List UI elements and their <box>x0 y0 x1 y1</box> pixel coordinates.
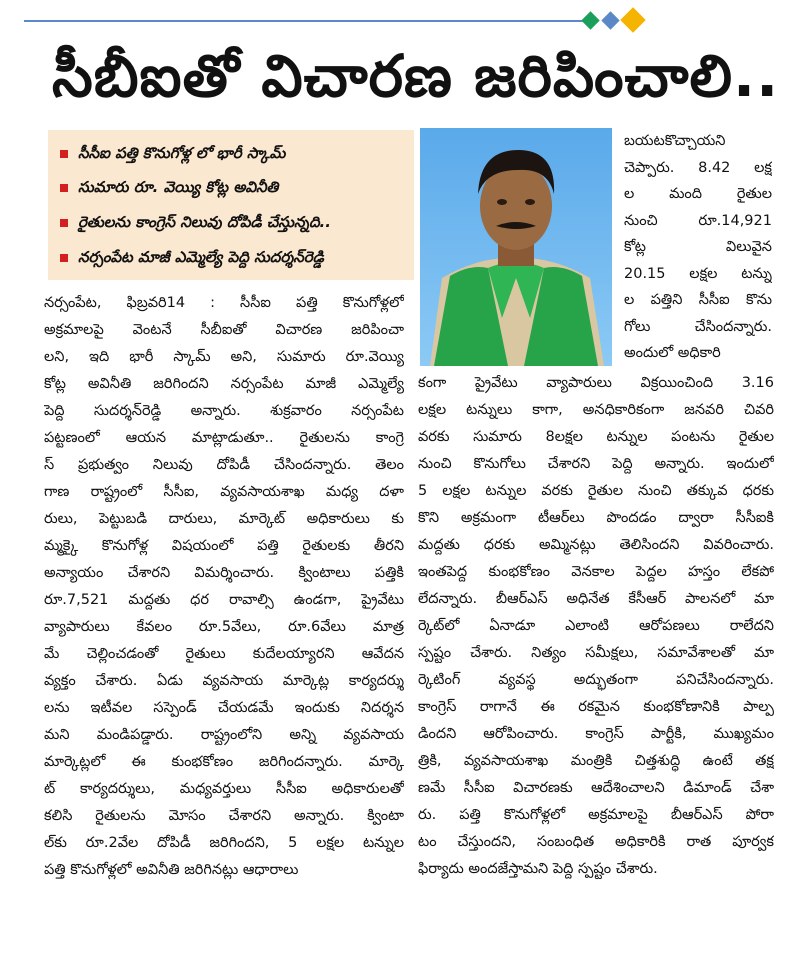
article-line: పత్తి కొనుగోళ్లలో అవినీతి జరిగినట్లు ఆధారాలు <box>44 862 299 878</box>
article-line: రులు, పెట్టుబడి దారులు, మార్కెట్ అధికారులు కు <box>44 511 404 527</box>
article-line: వ్యక్తం చేశారు. ఏడు వ్యవసాయ మార్కెట్ల కార్యదర్శు <box>44 673 404 689</box>
article-line: ర్కెటింగ్ వ్యవస్థ అద్భుతంగా పనిచేసిందన్నారు. <box>418 672 774 688</box>
article-line: కలిసి రైతులను మోసం చేశారని అన్నారు. క్వింటా <box>44 808 404 824</box>
article-line: ర్కెట్‌లో ఏనాడూ ఎలాంటి ఆరోపణలు రాలేదని <box>418 618 774 634</box>
highlights-box <box>48 130 414 280</box>
article-line: అన్యాయం చేశారని విమర్శించారు. క్వింటాలు పత్తికి <box>44 565 404 581</box>
bullet-square-icon <box>60 254 68 262</box>
article-column-right-top <box>624 128 772 368</box>
article-line: నుంచి రూ.14,921 <box>624 212 772 229</box>
article-line: గాణ రాష్ట్రంలో సీసీఐ, వ్యవసాయశాఖ మధ్య దళా <box>44 484 404 500</box>
article-line: లేదన్నారు. బీఆర్‌ఎస్ అధినేత కేసీఆర్ పాలనలో మా <box>418 591 774 607</box>
yellow-diamond-icon <box>620 7 645 32</box>
article-line: గోలు చేసిందన్నారు. <box>624 318 772 335</box>
article-line: బయటకొచ్చాయని <box>624 133 726 149</box>
article-line: కోట్ల విలువైన <box>624 239 772 255</box>
article-line: మని మండిపడ్డారు. రాష్ట్రంలోని అన్ని వ్యవసాయ <box>44 727 404 743</box>
article-line: నర్సంపేట, ఫిబ్రవరి14 : సీసీఐ పత్తి కొనుగోళ్లలో <box>44 295 404 311</box>
article-line: నుంచి కొనుగోలు చేశారని పెద్ది అన్నారు. ఇందులో <box>418 456 774 472</box>
article-column-right-bottom <box>418 370 774 890</box>
person-portrait-icon <box>420 128 612 366</box>
highlight-item: రైతులను కాంగ్రెస్ నిలువు దోపిడీ చేస్తున్నది.. <box>60 207 410 237</box>
article-line: డిందని ఆరోపించారు. కాంగ్రెస్ పార్టీకి, ముఖ్యమం <box>418 726 774 742</box>
highlight-item: సీసీఐ పత్తి కొనుగోళ్ల లో భారీ స్కామ్ <box>60 138 410 168</box>
article-line: అక్రమాలపై వెంటనే సీబీఐతో విచారణ జరిపించా <box>44 322 404 338</box>
article-line: త్రికి, వ్యవసాయశాఖ మంత్రికి చిత్తశుద్ధి ఉంటే తక్ష <box>418 753 774 769</box>
article-line: అందులో అధికారి <box>624 345 721 361</box>
article-line: మద్దతు ధరకు అమ్మినట్లు తెలిసిందని వివరించారు. <box>418 537 774 553</box>
article-line: పట్టణంలో ఆయన మాట్లాడుతూ.. రైతులను కాంగ్రె <box>44 430 404 446</box>
article-line: టం చేస్తుందని, సంబంధిత అధికారికి రాత పూర్వక <box>418 834 774 850</box>
article-line: మే చెల్లించడంతో రైతులు కుదేలయ్యారని ఆవేదన <box>44 646 404 662</box>
article-line: 5 లక్షల టన్నుల వరకు రైతుల నుంచి తక్కువ ధరకు <box>418 483 774 499</box>
article-line: వ్యాపారులు కేవలం రూ.5వేలు, రూ.6వేలు మాత్ర <box>44 619 404 635</box>
article-line: 20.15 లక్షల టన్ను <box>624 265 772 282</box>
article-line: ల మంది రైతుల <box>624 186 772 202</box>
article-line: మ్మక్కై కొనుగోళ్ల విషయంలో పత్తి రైతులకు తీరని <box>44 538 404 554</box>
blue-diamond-icon <box>601 11 619 29</box>
article-line: చెప్పారు. 8.42 లక్ష <box>624 159 772 176</box>
bullet-square-icon <box>60 219 68 227</box>
article-line: లని, ఇది భారీ స్కామ్ అని, సుమారు రూ.వెయ్యి <box>44 349 404 365</box>
highlight-item: నర్సంపేట మాజీ ఎమ్మెల్యే పెద్ది సుదర్శన్‌రెడ్డి <box>60 242 410 272</box>
headline: సీబీఐతో విచారణ జరిపించాలి.. <box>52 42 780 110</box>
article-line: ల పత్తిని సీసీఐ కొను <box>624 292 772 308</box>
highlight-item: సుమారు రూ. వెయ్యి కోట్ల అవినీతి <box>60 172 410 202</box>
top-rule <box>24 20 584 22</box>
article-line: లక్షల టన్నులు కాగా, అనధికారికంగా జనవరి చివరి <box>418 402 774 418</box>
green-diamond-icon <box>581 11 599 29</box>
article-line: వరకు సుమారు 8లక్షల టన్నుల పంటను రైతుల <box>418 429 774 445</box>
article-line: కోట్ల అవినీతి జరిగిందని నర్సంపేట మాజీ ఎమ్మెల్యే <box>44 376 404 392</box>
article-line: రూ.7,521 మద్దతు ధర రావాల్సి ఉండగా, ప్రైవేటు <box>44 592 404 608</box>
article-line: ణమే సీసీఐ విచారణకు ఆదేశించాలని డిమాండ్ చేశా <box>418 780 774 796</box>
article-line: ట్ కార్యదర్శులు, మధ్యవర్తులు సీసీఐ అధికారులతో <box>44 781 404 797</box>
bullet-square-icon <box>60 150 68 158</box>
bullet-square-icon <box>60 184 68 192</box>
article-line: ల్‌కు రూ.2వేల దోపిడీ జరిగిందని, 5 లక్షల టన్నుల <box>44 835 404 851</box>
decorative-diamonds <box>584 10 664 34</box>
portrait-photo <box>420 128 612 366</box>
article-line: స్ ప్రభుత్వం నిలువు దోపిడీ చేసిందన్నారు. తెలం <box>44 457 404 473</box>
article-line: మార్కెట్లలో ఈ కుంభకోణం జరిగిందన్నారు. మార్కె <box>44 754 404 770</box>
article-line: లను ఇటీవల సస్పెండ్ చేయడమే ఇందుకు నిదర్శన <box>44 700 404 716</box>
article-line: పెద్ది సుదర్శన్‌రెడ్డి అన్నారు. శుక్రవారం నర్సంపేట <box>44 403 404 419</box>
article-line: కాంగ్రెస్ రాగానే ఈ రకమైన కుంభకోణానికి పాల్ప <box>418 699 774 715</box>
article-line: కొని అక్రమంగా టీఆర్‌లు పొందడం ద్వారా సీసీఐకి <box>418 510 774 526</box>
article-line: ఫిర్యాదు అందజేస్తామని పెద్ది స్పష్టం చేశారు. <box>418 861 658 877</box>
article-line: స్పష్టం చేశారు. నిత్యం సమీక్షలు, సమావేశాలతో మా <box>418 645 774 661</box>
article-line: కంగా ప్రైవేటు వ్యాపారులు విక్రయించింది 3.16 <box>418 375 774 391</box>
article-line: రు. పత్తి కొనుగోళ్లలో అక్రమాలపై బీఆర్‌ఎస్ పోరా <box>418 807 774 823</box>
article-column-left <box>44 290 404 890</box>
article-line: ఇంతపెద్ద కుంభకోణం వెనకాల పెద్దల హస్తం లేకపో <box>418 564 774 580</box>
